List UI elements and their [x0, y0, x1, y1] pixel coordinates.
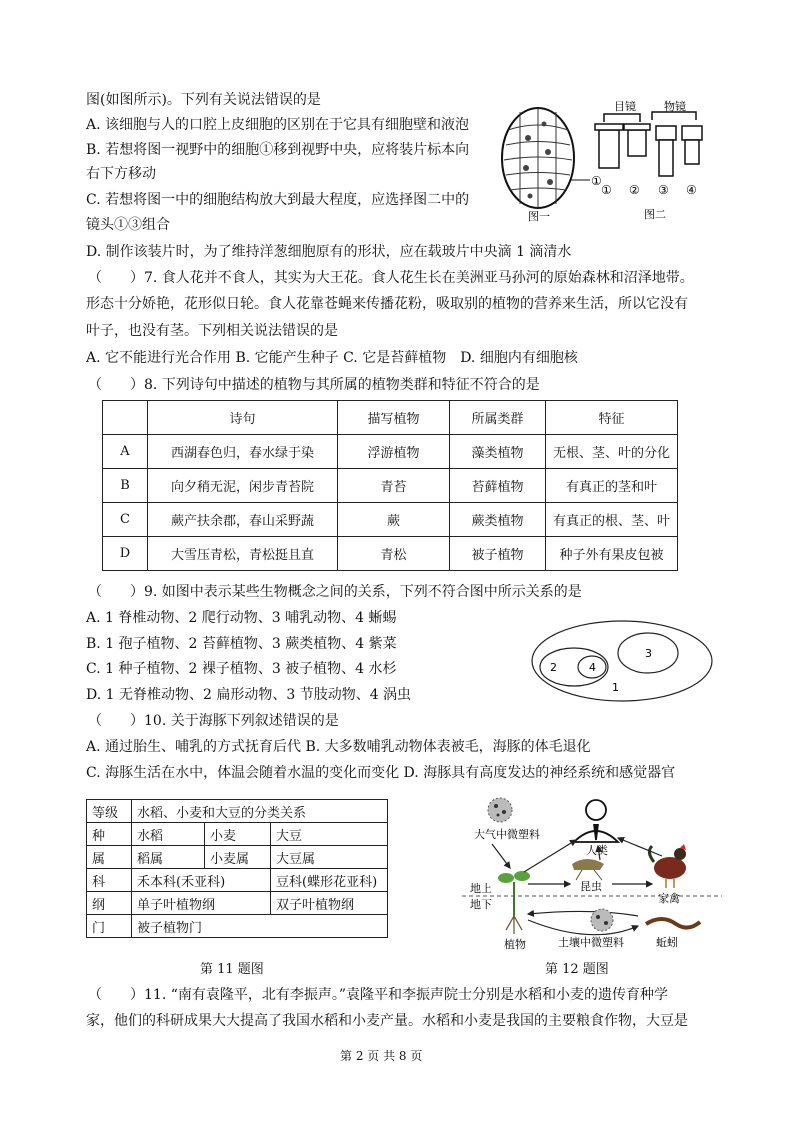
human-icon [574, 800, 618, 842]
q7-stem-line2: 形态十分娇艳，花形似日轮。食人花靠苍蝇来传播花粉，吸取别的植物的营养来生活，所以它没有 [86, 296, 688, 312]
table-header-cell: 描写植物 [338, 401, 450, 435]
q6-option-b-line1: B. 若想将图一视野中的细胞①移到视野中央，应将装片标本向 [86, 142, 470, 158]
table-row [87, 823, 388, 846]
set-1-ellipse [532, 621, 712, 701]
insect-label: 昆虫 [580, 880, 602, 893]
q11-stem-line2: 家，他们的科研成果大大提高了我国水稻和小麦产量。水稻和小麦是我国的主要粮食作物，大豆是 [86, 1013, 688, 1029]
table-header-cell: 诗句 [148, 401, 338, 435]
q10-stem: （ ）10. 关于海豚下列叙述错误的是 [88, 713, 339, 729]
table-cell: 有真正的茎和叶 [546, 469, 678, 503]
table-row [87, 846, 388, 869]
q11-figure-caption: 第 11 题图 [200, 962, 264, 977]
set-2-label: 2 [550, 661, 557, 674]
below-ground-label: 地下 [470, 898, 492, 911]
table-row [103, 469, 678, 503]
table-cell: 藻类植物 [450, 435, 546, 469]
table-cell: 稻属 [132, 846, 205, 869]
lens-2-label: ② [629, 183, 640, 197]
table-cell: 种子外有果皮包被 [546, 537, 678, 571]
table-cell: 无根、茎、叶的分化 [546, 435, 678, 469]
cell-marker-label: ① [591, 174, 602, 188]
q11-stem-line1: （ ）11. “南有袁隆平，北有李振声。”袁隆平和李振声院士分别是水稻和小麦的遗传育种学 [88, 987, 669, 1003]
table-row [103, 503, 678, 537]
q9-option-c: C. 1 种子植物、2 裸子植物、3 被子植物、4 水杉 [86, 661, 397, 677]
table-header-cell: 等级 [87, 800, 132, 823]
table-header-row [103, 401, 678, 435]
lens-1-label: ① [601, 183, 612, 197]
figure1-label: 图一 [528, 210, 550, 223]
eyepiece-label: 目镜 [614, 100, 636, 113]
poultry-label: 家禽 [658, 892, 680, 905]
set-1-label: 1 [612, 681, 619, 694]
above-ground-label: 地上 [470, 882, 492, 895]
page-footer: 第 2 页 共 8 页 [340, 1049, 423, 1063]
table-cell: 种 [87, 823, 132, 846]
q8-stem: （ ）8. 下列诗句中描述的植物与其所属的植物类群和特征不符合的是 [88, 377, 540, 393]
table-cell: 青松 [338, 537, 450, 571]
table-cell: 单子叶植物纲 [132, 892, 271, 915]
table-row [103, 537, 678, 571]
table-cell: 苔藓植物 [450, 469, 546, 503]
table-cell: 有真正的根、茎、叶 [546, 503, 678, 537]
q10-options-cd: C. 海豚生活在水中，体温会随着水温的变化而变化 D. 海豚具有高度发达的神经系统和感觉器官 [86, 765, 676, 781]
table-cell: 豆科(蝶形花亚科) [271, 869, 388, 892]
microscope-lenses-image [595, 112, 702, 176]
table-cell: 门 [87, 915, 132, 938]
air-microplastic-icon [488, 798, 512, 822]
rooster-icon [649, 844, 686, 888]
table-header-cell: 水稻、小麦和大豆的分类关系 [132, 800, 388, 823]
table-cell: 蕨类植物 [450, 503, 546, 537]
table-cell: 双子叶植物纲 [271, 892, 388, 915]
q9-option-d: D. 1 无脊椎动物、2 扁形动物、3 节肢动物、4 涡虫 [86, 687, 412, 703]
figure2-label: 图二 [644, 208, 666, 221]
table-row [103, 435, 678, 469]
q9-stem: （ ）9. 如图中表示某些生物概念之间的关系，下列不符合图中所示关系的是 [88, 584, 582, 600]
soil-microplastic-label: 土壤中微塑料 [558, 936, 624, 949]
objective-label: 物镜 [664, 100, 686, 113]
earthworm-icon [646, 919, 700, 928]
plant-label: 植物 [504, 938, 526, 951]
q7-options: A. 它不能进行光合作用 B. 它能产生种子 C. 它是苔藓植物 D. 细胞内有细胞核 [86, 350, 578, 366]
q10-options-ab: A. 通过胎生、哺乳的方式抚育后代 B. 大多数哺乳动物体表被毛，海豚的体毛退化 [86, 739, 591, 755]
table-cell: A [103, 435, 148, 469]
table-header-cell: 所属类群 [450, 401, 546, 435]
table-header-cell [103, 401, 148, 435]
q6-intro: 图(如图所示)。下列有关说法错误的是 [86, 92, 321, 108]
grasshopper-icon [572, 859, 604, 880]
table-cell: D [103, 537, 148, 571]
q9-concept-diagram [528, 615, 718, 705]
table-cell: B [103, 469, 148, 503]
q7-stem-line1: （ ）7. 食人花并不食人，其实为大王花。食人花生长在美洲亚马孙河的原始森林和沼泽地带。 [88, 270, 694, 286]
table-cell: 禾本科(禾亚科) [132, 869, 271, 892]
table-cell: 小麦属 [205, 846, 271, 869]
table-header-cell: 特征 [546, 401, 678, 435]
q6-option-b-line2: 右下方移动 [86, 166, 156, 182]
lens-4-label: ④ [686, 183, 697, 197]
table-cell: 被子植物门 [132, 915, 388, 938]
table-header-row [87, 800, 388, 823]
q12-food-web-figure [462, 796, 722, 954]
air-microplastic-label: 大气中微塑料 [474, 828, 540, 841]
table-cell: 大豆 [271, 823, 388, 846]
table-cell: 被子植物 [450, 537, 546, 571]
table-cell: 属 [87, 846, 132, 869]
table-cell: 水稻 [132, 823, 205, 846]
table-cell: 科 [87, 869, 132, 892]
table-row [87, 915, 388, 938]
human-label: 人类 [586, 844, 608, 857]
soil-microplastic-icon [591, 909, 613, 931]
q6-figure [498, 100, 718, 224]
set-4-label: 4 [589, 661, 596, 674]
table-cell: 蕨产扶余郡，春山采野蔬 [148, 503, 338, 537]
q6-option-a: A. 该细胞与人的口腔上皮细胞的区别在于它具有细胞壁和液泡 [86, 117, 470, 133]
table-cell: C [103, 503, 148, 537]
q8-table [102, 400, 678, 571]
earthworm-label: 蚯蚓 [656, 936, 678, 949]
q6-option-d: D. 制作该装片时，为了维持洋葱细胞原有的形状，应在载玻片中央滴 1 滴清水 [86, 244, 572, 260]
q9-option-b: B. 1 孢子植物、2 苔藓植物、3 蕨类植物、4 紫菜 [86, 636, 397, 652]
table-cell: 西湖春色归，春水绿于染 [148, 435, 338, 469]
q12-figure-caption: 第 12 题图 [545, 962, 609, 977]
table-cell: 蕨 [338, 503, 450, 537]
table-cell: 大雪压青松，青松挺且直 [148, 537, 338, 571]
table-row [87, 869, 388, 892]
plant-icon [498, 871, 530, 934]
table-cell: 浮游植物 [338, 435, 450, 469]
table-row [87, 892, 388, 915]
q6-option-c-line2: 镜头①③组合 [86, 217, 170, 233]
table-cell: 小麦 [205, 823, 271, 846]
q11-classification-table [86, 799, 388, 938]
table-cell: 向夕稍无泥，闲步青苔院 [148, 469, 338, 503]
q9-option-a: A. 1 脊椎动物、2 爬行动物、3 哺乳动物、4 蜥蜴 [86, 610, 397, 626]
table-cell: 大豆属 [271, 846, 388, 869]
q7-stem-line3: 叶子，也没有茎。下列相关说法错误的是 [86, 323, 338, 339]
table-cell: 纲 [87, 892, 132, 915]
set-3-label: 3 [645, 647, 652, 660]
table-cell: 青苔 [338, 469, 450, 503]
onion-cell-view-image [502, 108, 590, 208]
q6-option-c-line1: C. 若想将图一中的细胞结构放大到最大程度，应选择图二中的 [86, 192, 470, 208]
lens-3-label: ③ [658, 183, 669, 197]
